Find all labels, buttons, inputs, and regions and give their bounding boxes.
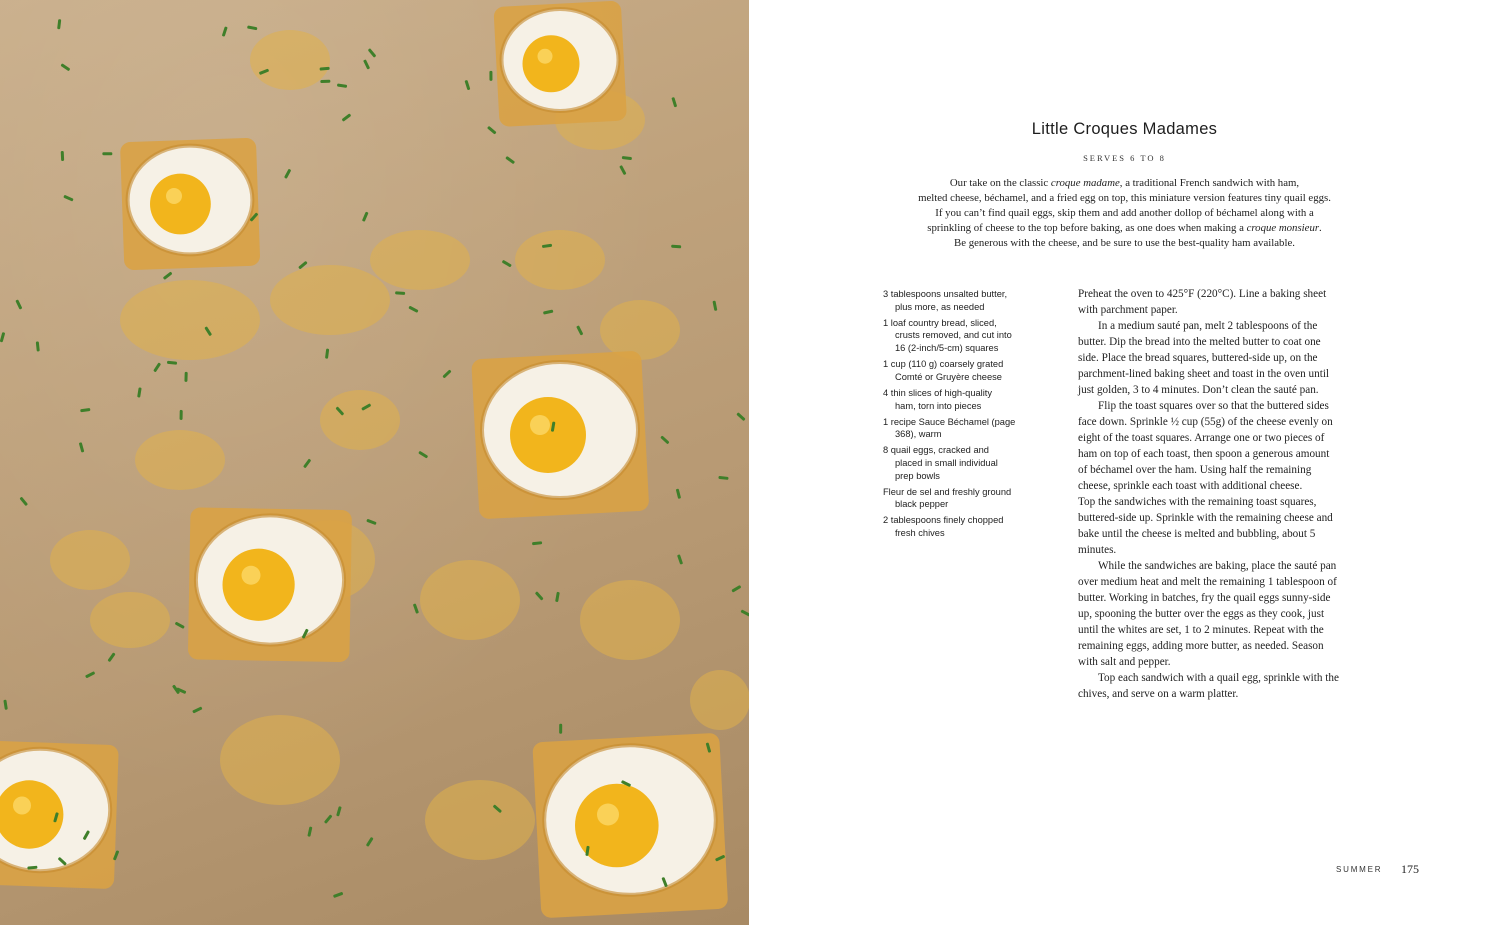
cheese-crisp — [425, 780, 535, 860]
chive-piece — [418, 451, 428, 459]
chive-piece — [63, 195, 73, 202]
chive-piece — [368, 48, 377, 58]
serves-line: SERVES 6 TO 8 — [1083, 153, 1166, 163]
egg-yolk — [523, 35, 580, 92]
ingredient-item — [883, 416, 1048, 441]
chive-piece — [303, 459, 311, 469]
chive-piece — [107, 652, 115, 662]
chive-piece — [502, 260, 512, 268]
chive-piece — [362, 211, 369, 221]
method-line: parchment-lined baking sheet and toast in the oven until — [1078, 368, 1330, 380]
method-line: remaining eggs, adding more butter, as needed. Season — [1078, 640, 1324, 652]
method-line: eight of the toast squares. Arrange one or two pieces of — [1078, 432, 1325, 444]
method-line: bake until the cheese is melted and bubbling, about 5 — [1078, 528, 1316, 540]
cheese-crisp — [120, 280, 260, 360]
chive-piece — [395, 291, 405, 295]
method-line: chives, and serve on a warm platter. — [1078, 688, 1239, 700]
cheese-crisp — [690, 670, 749, 730]
cheese-crisp — [580, 580, 680, 660]
ingredient-line: black pepper — [895, 499, 949, 510]
chive-piece — [337, 83, 347, 87]
chive-piece — [559, 724, 562, 734]
egg-yolk — [223, 549, 295, 621]
method-line: Flip the toast squares over so that the buttered sides — [1098, 400, 1329, 412]
chive-piece — [3, 700, 7, 710]
chive-piece — [180, 410, 183, 420]
chive-piece — [535, 591, 544, 600]
yolk-highlight — [166, 188, 182, 204]
chive-piece — [137, 387, 142, 397]
chive-piece — [320, 80, 330, 83]
chive-piece — [677, 554, 683, 564]
method-line: Preheat the oven to 425°F (220°C). Line a baking sheet — [1078, 288, 1327, 300]
chive-piece — [222, 26, 228, 36]
ingredient-line: 4 thin slices of high-quality — [883, 387, 993, 398]
chive-piece — [333, 892, 343, 898]
chive-piece — [19, 497, 28, 507]
chive-piece — [408, 306, 418, 313]
chive-piece — [465, 80, 471, 90]
chive-piece — [442, 369, 451, 378]
chive-piece — [619, 165, 626, 175]
ingredient-list — [883, 288, 1048, 543]
intro-line: sprinkling of cheese to the top before baking, as one does when making a croque monsieur. — [927, 222, 1322, 234]
method-line: over medium heat and melt the remaining 1 tablespoon of — [1078, 576, 1337, 588]
intro-line: Our take on the classic croque madame, a traditional French sandwich with ham, — [949, 177, 1300, 189]
yolk-highlight — [597, 804, 619, 826]
cheese-crisp — [370, 230, 470, 290]
chive-piece — [60, 63, 70, 71]
chive-piece — [79, 442, 85, 452]
cheese-crisp — [420, 560, 520, 640]
cheese-crisp — [135, 430, 225, 490]
method-line: butter. Dip the bread into the melted butter to coat one — [1078, 336, 1321, 348]
recipe-title: Little Croques Madames — [1031, 120, 1218, 138]
ingredient-item — [883, 358, 1048, 383]
chive-piece — [740, 609, 749, 616]
chive-piece — [336, 806, 342, 816]
chive-piece — [163, 271, 173, 279]
chive-piece — [366, 837, 374, 847]
recipe-intro — [869, 176, 1380, 251]
chive-piece — [532, 541, 542, 545]
section-name: SUMMER — [1336, 865, 1383, 874]
intro-line: Be generous with the cheese, and be sure to use the best-quality ham available. — [954, 237, 1295, 249]
ingredient-line: Comté or Gruyère cheese — [895, 371, 1002, 382]
method-line: While the sandwiches are baking, place the sauté pan — [1098, 560, 1337, 572]
cheese-crisp — [220, 715, 340, 805]
method-line: with salt and pepper. — [1078, 656, 1171, 668]
ingredient-line: 368), warm — [895, 429, 942, 440]
chive-piece — [247, 25, 257, 30]
chive-piece — [413, 603, 419, 613]
cheese-crisp — [320, 390, 400, 450]
recipe-page — [749, 0, 1500, 925]
page-number: 175 — [1401, 862, 1419, 876]
chive-piece — [80, 408, 90, 412]
yolk-highlight — [13, 797, 31, 815]
egg-yolk — [150, 174, 211, 235]
chive-piece — [718, 476, 728, 480]
ingredient-line: 1 loaf country bread, sliced, — [883, 317, 997, 328]
ingredient-line: 16 (2-inch/5-cm) squares — [895, 343, 999, 354]
chive-piece — [15, 299, 22, 309]
chive-piece — [61, 151, 64, 161]
method-line: Top the sandwiches with the remaining toast squares, — [1078, 496, 1317, 508]
method-line: side. Place the bread squares, buttered-side up, on the — [1078, 352, 1318, 364]
chive-piece — [543, 310, 553, 315]
ingredient-line: 1 recipe Sauce Béchamel (page — [883, 416, 1016, 427]
method-line: of béchamel over the ham. Using half the remaining — [1078, 464, 1312, 476]
chive-piece — [325, 349, 329, 359]
chive-piece — [85, 671, 95, 678]
intro-line: If you can’t find quail eggs, skip them and add another dollop of béchamel along with a — [935, 207, 1314, 219]
chive-piece — [676, 489, 681, 499]
chive-piece — [36, 341, 40, 351]
ingredient-item — [883, 514, 1048, 539]
chive-piece — [731, 585, 741, 593]
chive-piece — [505, 156, 515, 164]
ingredient-line: 8 quail eggs, cracked and — [883, 445, 989, 456]
chive-piece — [487, 126, 497, 135]
method-line: until the whites are set, 1 to 2 minutes. Repeat with the — [1078, 624, 1324, 636]
method-text — [1078, 286, 1378, 702]
method-line: minutes. — [1078, 544, 1117, 556]
chive-piece — [363, 59, 370, 69]
ingredient-line: Fleur de sel and freshly ground — [883, 486, 1012, 497]
ingredient-item — [883, 288, 1048, 313]
ingredient-item — [883, 444, 1048, 482]
method-line: buttered-side up. Sprinkle with the remaining cheese and — [1078, 512, 1333, 524]
chive-piece — [307, 826, 312, 836]
chive-piece — [324, 814, 333, 824]
cheese-crisp — [50, 530, 130, 590]
method-line: up, spooning the butter over the eggs as they cook, just — [1078, 608, 1325, 620]
intro-line: melted cheese, béchamel, and a fried egg on top, this miniature version features tiny quail eggs. — [918, 192, 1331, 204]
ingredient-line: plus more, as needed — [895, 301, 985, 312]
method-line: In a medium sauté pan, melt 2 tablespoons of the — [1098, 320, 1318, 332]
ingredient-line: crusts removed, and cut into — [895, 330, 1012, 341]
method-line: just golden, 3 to 4 minutes. Don’t clean the sauté pan. — [1078, 384, 1319, 396]
chive-piece — [366, 519, 376, 525]
chive-piece — [175, 622, 185, 629]
chive-piece — [0, 332, 5, 342]
chive-piece — [555, 592, 560, 602]
ingredient-line: 2 tablespoons finely chopped — [883, 515, 1004, 526]
chive-piece — [736, 412, 745, 421]
egg-yolk — [510, 397, 586, 473]
method-line: cheese, sprinkle each toast with additional cheese. — [1078, 480, 1303, 492]
chive-piece — [184, 372, 187, 382]
method-line: Top each sandwich with a quail egg, sprinkle with the — [1098, 672, 1339, 684]
chive-piece — [671, 97, 677, 107]
croque-madame-illustration — [0, 0, 749, 925]
chive-piece — [489, 71, 492, 81]
method-line: ham on top of each toast, then spoon a generous amount — [1078, 448, 1330, 460]
yolk-highlight — [530, 415, 550, 435]
chive-piece — [712, 301, 717, 311]
ingredient-line: 3 tablespoons unsalted butter, — [883, 289, 1008, 299]
ingredient-item — [883, 317, 1048, 355]
chive-piece — [167, 361, 177, 365]
ingredient-line: fresh chives — [895, 528, 945, 539]
method-line: butter. Working in batches, fry the quail eggs sunny-side — [1078, 592, 1331, 604]
chive-piece — [671, 245, 681, 249]
ingredient-line: 1 cup (110 g) coarsely grated — [883, 359, 1004, 370]
chive-piece — [660, 435, 669, 444]
food-photo — [0, 0, 749, 925]
method-line: face down. Sprinkle ½ cup (55g) of the cheese evenly on — [1078, 416, 1333, 428]
yolk-highlight — [242, 566, 261, 585]
chive-piece — [284, 169, 291, 179]
chive-piece — [576, 325, 583, 335]
yolk-highlight — [538, 49, 553, 64]
method-line: with parchment paper. — [1078, 304, 1178, 316]
cheese-crisp — [90, 592, 170, 648]
chive-piece — [153, 362, 161, 372]
chive-piece — [102, 152, 112, 155]
chive-piece — [192, 706, 202, 713]
ingredient-line: ham, torn into pieces — [895, 400, 982, 411]
ingredient-item — [883, 486, 1048, 511]
cheese-crisp — [515, 230, 605, 290]
cheese-crisp — [600, 300, 680, 360]
cheese-crisp — [250, 30, 330, 90]
ingredient-line: prep bowls — [895, 470, 940, 481]
chive-piece — [622, 156, 632, 160]
ingredient-item — [883, 387, 1048, 412]
ingredient-line: placed in small individual — [895, 457, 998, 468]
chive-piece — [57, 19, 61, 29]
cheese-crisp — [270, 265, 390, 335]
chive-piece — [342, 113, 352, 121]
